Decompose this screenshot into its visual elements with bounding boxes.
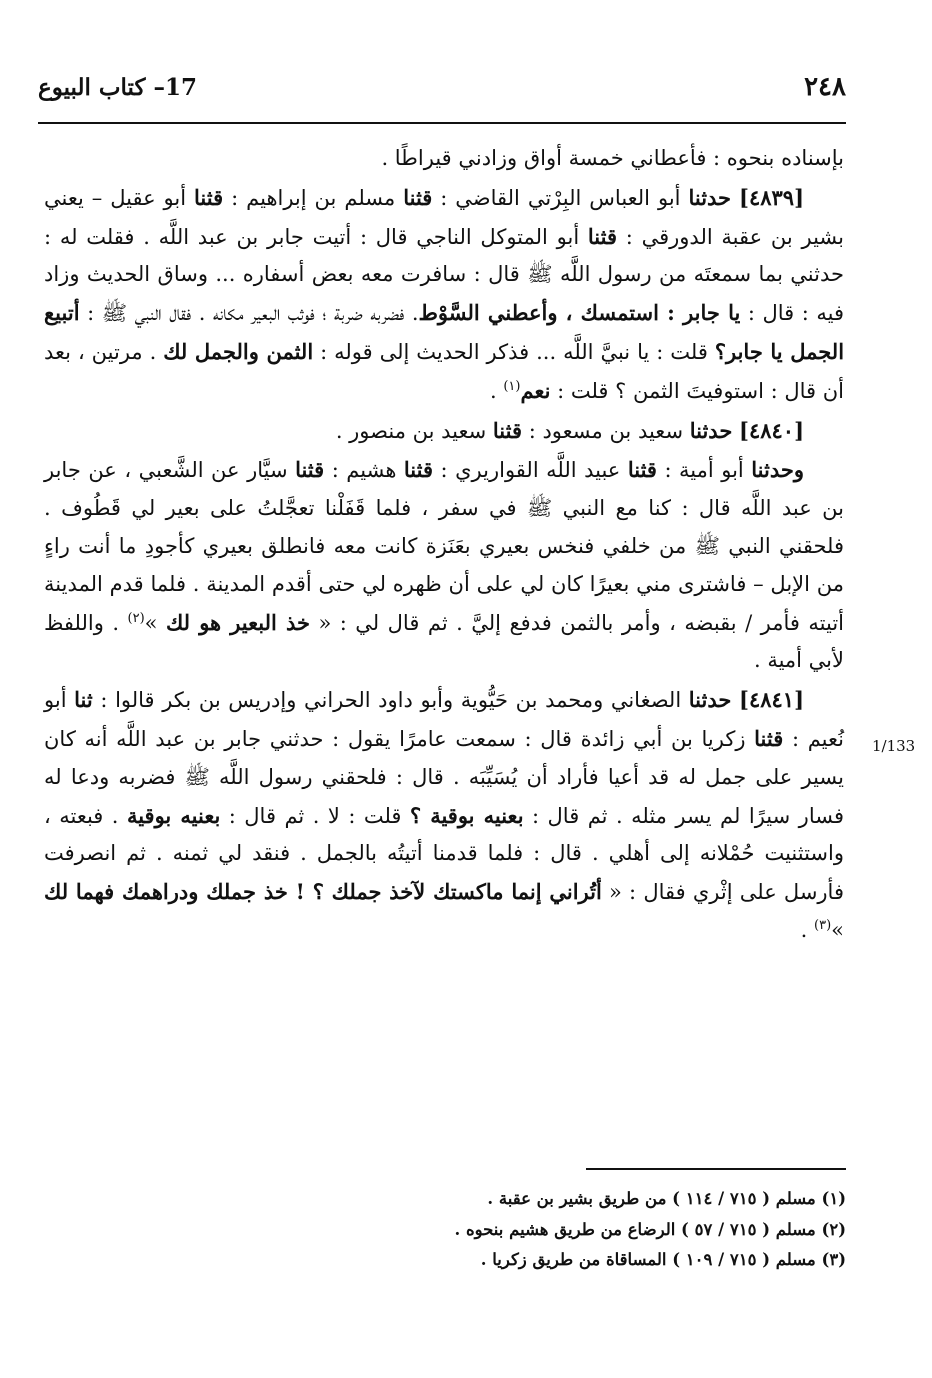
hadith-4840-chain: وحدثنا أبو أمية : قثنا عبيد اللَّه القواريري : قثنا هشيم : قثنا سيَّار عن الشَّعبي ، عن جابر بن عبد اللَّه قال : كنا مع النبي ﷺ في سفر ، فلما قَفَلْنا تعجَّلتُ على بعير لي قَطُوف . فلحقني النبي ﷺ من خلفي فنخس بعيري بعَنَزة كانت معه فانطلق بعيري كأجودِ ما أنت راءٍ من الإبل – فاشترى مني بعيرًا كان لي على أن ظهره لي حتى أقدم المدينة . فلما قدم المدينة أتيته فأمر / بقبضه ، وأمر بالثمن فدفع إليَّ . ثم قال لي : « خذ البعير هو لك »$^{(٢)}$ . واللفظ لأبي أمية . bbox=[44, 457, 844, 673]
page-header bbox=[38, 68, 846, 112]
hadith-4839: [٤٨٣٩] حدثنا أبو العباس البِرْتي القاضي : قثنا مسلم بن إبراهيم : قثنا أبو عقيل – يعني بشير بن عقبة الدورقي : قثنا أبو المتوكل الناجي قال : أتيت جابر بن عبد اللَّه . فقلت له : حدثني بما سمعتَه من رسول اللَّه ﷺ قال : سافرت معه بعض أسفاره ... وساق الحديث وزاد فيه : قال : يا جابر : استمسك ، وأعطني السَّوْط. فضربه ضربة ؛ فوثب البعير مكانه . فقال النبي ﷺ : أتبيع الجمل يا جابر؟ قلت : يا نبيَّ اللَّه ... فذكر الحديث إلى قوله : الثمن والجمل لك . مرتين ، بعد أن قال : استوفيتَ الثمن ؟ قلت : نعم$^{(١)}$ . bbox=[44, 184, 845, 403]
footnote-divider bbox=[586, 1168, 846, 1170]
footnote-2: (٢) مسلم ( ٧١٥ / ٥٧ ) الرضاع من طريق هشيم بنحوه . bbox=[454, 1219, 846, 1239]
book-title: 17– كتاب البيوع bbox=[38, 74, 197, 101]
footnote-1: (١) مسلم ( ٧١٥ / ١١٤ ) من طريق بشير بن عقبة . bbox=[487, 1189, 846, 1208]
margin-reference: 1/133 bbox=[872, 737, 916, 755]
hadith-number: [٤٨٤١] bbox=[739, 687, 804, 713]
footnote-marker: (٣) bbox=[814, 917, 832, 933]
footnote-marker: (٢) bbox=[127, 610, 145, 626]
hadith-number: [٤٨٤٠] bbox=[739, 417, 804, 443]
page-number: ٢٤٨ bbox=[804, 72, 846, 102]
hadith-number: [٤٨٣٩] bbox=[739, 184, 804, 210]
footnote-3: (٣) مسلم ( ٧١٥ / ١٠٩ ) المساقاة من طريق زكريا . bbox=[480, 1250, 846, 1269]
main-text bbox=[44, 140, 844, 950]
hadith-4841: [٤٨٤١] حدثنا الصغاني ومحمد بن حَيُّوية وأبو داود الحراني وإدريس بن بكر قالوا : ثنا أبو نُعيم : قثنا زكريا بن أبي زائدة قال : سمعت عامرًا يقول : حدثني جابر بن عبد اللَّه أنه كان يسير على جمل له قد أعيا فأراد أن يُسَيِّبَه . قال : فلحقني رسول اللَّه ﷺ فضربه ودعا له فسار سيرًا لم يسر مثله . ثم قال : بعنيه بوقية ؟ قلت : لا . ثم قال : بعنيه بوقية . فبعته ، واستثنيت حُمْلانه إلى أهلي . قال : فلما قدمنا أتيتُه بالجمل . فنقد لي ثمنه . ثم انصرفت فأرسل على إثْري فقال : « أتُراني إنما ماكستك لآخذ جملك ؟ ! خذ جملك ودراهمك فهما لك »$^{(٣)}$ . bbox=[44, 687, 844, 942]
footnote-marker: (١) bbox=[503, 378, 521, 394]
paragraph-continuation: بإسناده بنحوه : فأعطاني خمسة أواق وزادني قيراطًا . bbox=[381, 146, 844, 170]
hadith-4840: [٤٨٤٠] حدثنا سعيد بن مسعود : قثنا سعيد بن منصور . bbox=[335, 417, 804, 443]
footnotes bbox=[300, 1184, 846, 1276]
header-divider bbox=[38, 122, 846, 124]
